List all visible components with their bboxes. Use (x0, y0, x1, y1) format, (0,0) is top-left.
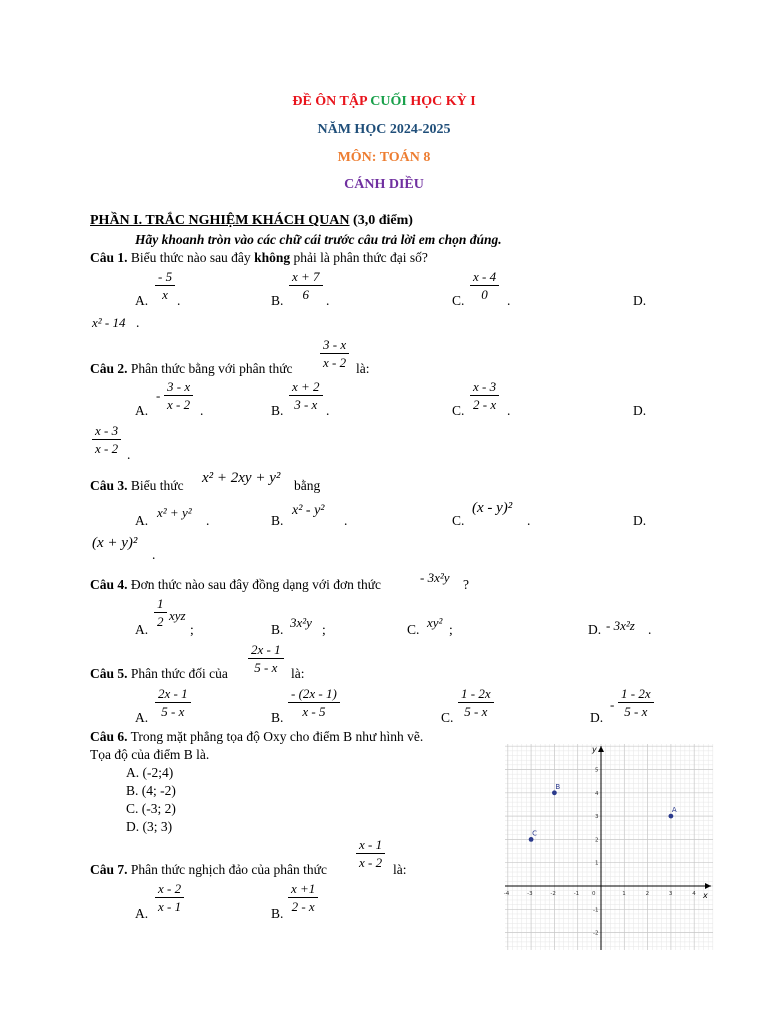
q7-text: Phân thức nghịch đảo của phân thức (127, 862, 327, 877)
q5-opt-c (458, 687, 494, 718)
q2-a-dot: . (200, 403, 204, 418)
q2-d-dot: . (127, 447, 131, 462)
point-a (669, 814, 674, 819)
q4-stem (90, 577, 381, 593)
q5-c-den: 5 - x (464, 704, 488, 719)
q7-given (356, 838, 385, 869)
q2-opt-c (470, 380, 499, 411)
point-label-c: C (532, 829, 537, 838)
q7-a-den: x - 1 (158, 899, 182, 914)
q7-label: Câu 7. (90, 862, 128, 877)
q5-opt-a-label[interactable]: A. (135, 710, 149, 725)
x-tick-label: 4 (692, 891, 696, 897)
q2-opt-b-label[interactable]: B. (271, 403, 284, 418)
q4-opt-b-label[interactable]: B. (271, 622, 284, 637)
q1-opt-a (155, 270, 175, 301)
q2-text: Phân thức bằng với phân thức (127, 361, 293, 376)
q5-b-den: x - 5 (302, 704, 326, 719)
q3-expr: x² + 2xy + y² (202, 470, 281, 486)
y-tick-label: 4 (595, 790, 599, 797)
q2-opt-d-label[interactable]: D. (633, 403, 647, 418)
x-tick-label: -2 (550, 891, 556, 897)
q1-opt-d: x² - 14 (92, 315, 126, 330)
q4-expr: - 3x²y (420, 570, 450, 585)
q6-label: Câu 6. (90, 729, 128, 744)
q2-a-num: 3 - x (164, 380, 193, 396)
section-title: PHẦN I. TRẮC NGHIỆM KHÁCH QUAN (90, 213, 350, 228)
q7-opt-b (288, 882, 318, 913)
subject: MÔN: TOÁN 8 (337, 150, 431, 165)
q5-opt-c-label[interactable]: C. (441, 710, 454, 725)
x-tick-label: -4 (503, 891, 510, 897)
q6-text: Trong mặt phẳng tọa độ Oxy cho điểm B như hình vẽ. (127, 729, 424, 744)
q3-opt-b-label[interactable]: B. (271, 513, 284, 528)
title-part-3: HỌC KỲ I (406, 94, 476, 109)
q2-a-den: x - 2 (167, 397, 191, 412)
q4-a-num: 1 (154, 597, 167, 613)
x-tick-label: 1 (622, 891, 626, 897)
q5-opt-d-label[interactable]: D. (590, 710, 604, 725)
q1-opt-a-label[interactable]: A. (135, 293, 149, 308)
q1-a-dot: . (177, 293, 181, 308)
instruction: Hãy khoanh tròn vào các chữ cái trước câu trả lời em chọn đúng. (135, 232, 502, 247)
school-year: NĂM HỌC 2024-2025 (317, 122, 451, 137)
q4-a-den: 2 (157, 614, 164, 629)
q6-option-a[interactable]: A. (-2;4) (126, 765, 174, 780)
q2-given-den: x - 2 (323, 355, 347, 370)
point-c (529, 837, 534, 842)
q5-b-num: - (2x - 1) (288, 687, 340, 703)
title-line-1 (0, 94, 768, 110)
q1-opt-d-label[interactable]: D. (633, 293, 647, 308)
q5-text: Phân thức đối của (127, 666, 228, 681)
q4-label: Câu 4. (90, 577, 128, 592)
q4-opt-d-label[interactable]: D. (588, 622, 602, 637)
q7-opt-b-label[interactable]: B. (271, 906, 284, 921)
q2-tail: là: (356, 361, 370, 376)
q6-line2: Tọa độ của điểm B là. (90, 747, 210, 762)
q3-stem (90, 478, 184, 494)
q7-given-den: x - 2 (359, 855, 383, 870)
q6-option-c[interactable]: C. (-3; 2) (126, 801, 176, 816)
q4-opt-d: - 3x²z (606, 618, 635, 633)
q2-c-num: x - 3 (470, 380, 499, 396)
q4-a-semi: ; (190, 622, 194, 637)
book-series: CÁNH DIỀU (344, 177, 424, 192)
q6-option-b[interactable]: B. (4; -2) (126, 783, 176, 798)
title-part-1: ĐỀ ÔN TẬP (292, 94, 371, 109)
y-tick-label: 1 (595, 860, 599, 867)
q2-b-num: x + 2 (289, 380, 323, 396)
q1-label: Câu 1. (90, 250, 128, 265)
q2-a-sign: - (156, 388, 161, 403)
q4-opt-c: xy² (427, 615, 443, 630)
q2-opt-d (92, 424, 121, 455)
q2-label: Câu 2. (90, 361, 128, 376)
q4-opt-b: 3x²y (290, 615, 312, 630)
q2-opt-a (164, 380, 193, 411)
q5-opt-a (155, 687, 191, 718)
q7-a-num: x - 2 (155, 882, 184, 898)
point-label-b: B (555, 782, 561, 791)
q1-c-dot: . (507, 293, 511, 308)
q4-opt-a-label[interactable]: A. (135, 622, 149, 637)
q5-c-num: 1 - 2x (458, 687, 494, 703)
q1-a-den: x (162, 287, 168, 302)
q2-given (320, 338, 349, 369)
q5-given (248, 643, 284, 674)
q7-tail: là: (393, 862, 407, 877)
y-tick-label: 3 (595, 814, 599, 821)
y-axis-arrow (598, 746, 604, 752)
q3-opt-c: (x - y)² (472, 500, 513, 516)
q7-stem (90, 862, 327, 878)
y-tick-label: -2 (593, 930, 599, 937)
y-tick-label: -1 (593, 907, 599, 914)
q1-opt-b (289, 270, 323, 301)
q2-b-den: 3 - x (294, 397, 318, 412)
title-part-2: CUỐI (370, 94, 407, 109)
q3-opt-a-label[interactable]: A. (135, 513, 149, 528)
q1-c-den: 0 (481, 287, 488, 302)
q5-opt-d (618, 687, 654, 718)
q1-text-b: phải là phân thức đại số? (290, 250, 428, 265)
q2-opt-c-label[interactable]: C. (452, 403, 465, 418)
q2-b-dot: . (326, 403, 330, 418)
q7-b-num: x +1 (288, 882, 318, 898)
coordinate-grid-figure (505, 744, 713, 950)
q2-opt-a-label[interactable]: A. (135, 403, 149, 418)
q4-d-dot: . (648, 622, 652, 637)
q3-text: Biểu thức (127, 478, 184, 493)
q5-opt-b (288, 687, 340, 718)
q1-opt-c (470, 270, 499, 301)
q3-opt-b: x² - y² (292, 503, 325, 518)
q4-a-rest: xyz (169, 608, 186, 623)
q3-a-dot: . (206, 513, 210, 528)
q3-opt-c-label[interactable]: C. (452, 513, 465, 528)
q1-bold: không (254, 250, 291, 265)
q1-b-den: 6 (302, 287, 310, 302)
q2-stem (90, 361, 293, 377)
x-tick-label: 0 (592, 891, 596, 897)
q6-stem (90, 729, 423, 745)
q3-opt-a: x² + y² (157, 505, 192, 520)
q3-label: Câu 3. (90, 478, 128, 493)
q5-label: Câu 5. (90, 666, 128, 681)
q1-opt-b-label[interactable]: B. (271, 293, 284, 308)
y-axis-label: y (592, 745, 597, 754)
x-tick-label: -3 (527, 891, 533, 897)
x-tick-label: 3 (668, 891, 673, 897)
q5-given-den: 5 - x (254, 660, 278, 675)
y-tick-label: 5 (595, 767, 599, 774)
point-b (552, 790, 557, 795)
q2-c-dot: . (507, 403, 511, 418)
q2-d-num: x - 3 (92, 424, 121, 440)
q1-stem (90, 250, 428, 266)
q7-given-num: x - 1 (356, 838, 385, 854)
q7-opt-a (155, 882, 184, 913)
q1-opt-c-label[interactable]: C. (452, 293, 465, 308)
q3-tail: bằng (294, 478, 321, 493)
q1-b-num: x + 7 (289, 270, 323, 286)
q1-a-num: - 5 (155, 270, 175, 286)
q4-c-semi: ; (449, 622, 453, 637)
q5-d-den: 5 - x (624, 704, 648, 719)
section-points: (3,0 điểm) (349, 213, 413, 228)
q4-opt-c-label[interactable]: C. (407, 622, 420, 637)
q6-option-d[interactable]: D. (3; 3) (126, 819, 173, 834)
q3-opt-d-label[interactable]: D. (633, 513, 647, 528)
q4-text: Đơn thức nào sau đây đồng dạng với đơn thức (127, 577, 382, 592)
q2-d-den: x - 2 (95, 441, 119, 456)
q5-tail: là: (291, 666, 305, 681)
q5-stem (90, 666, 228, 682)
q7-b-den: 2 - x (291, 899, 315, 914)
q1-text-a: Biểu thức nào sau đây (127, 250, 255, 265)
q5-d-sign: - (610, 697, 615, 712)
x-tick-label: 2 (645, 891, 650, 897)
q5-a-num: 2x - 1 (155, 687, 191, 703)
q1-c-num: x - 4 (470, 270, 499, 286)
q3-c-dot: . (527, 513, 531, 528)
y-tick-label: 2 (595, 837, 599, 844)
q1-b-dot: . (326, 293, 330, 308)
q3-b-dot: . (344, 513, 348, 528)
q5-d-num: 1 - 2x (618, 687, 654, 703)
section-heading (90, 213, 413, 229)
q4-opt-a-frac (154, 597, 167, 628)
q2-c-den: 2 - x (473, 397, 497, 412)
q5-a-den: 5 - x (161, 704, 185, 719)
q4-tail: ? (463, 577, 469, 592)
q2-given-num: 3 - x (320, 338, 349, 354)
q4-b-semi: ; (322, 622, 326, 637)
x-tick-label: -1 (573, 891, 580, 897)
q1-d-dot: . (136, 315, 140, 330)
q5-given-num: 2x - 1 (248, 643, 284, 659)
q7-opt-a-label[interactable]: A. (135, 906, 149, 921)
q3-opt-d: (x + y)² (92, 535, 138, 551)
point-label-a: A (671, 806, 677, 815)
q3-d-dot: . (152, 547, 156, 562)
q5-opt-b-label[interactable]: B. (271, 710, 284, 725)
q2-opt-b (289, 380, 323, 411)
x-axis-label: x (703, 891, 708, 900)
